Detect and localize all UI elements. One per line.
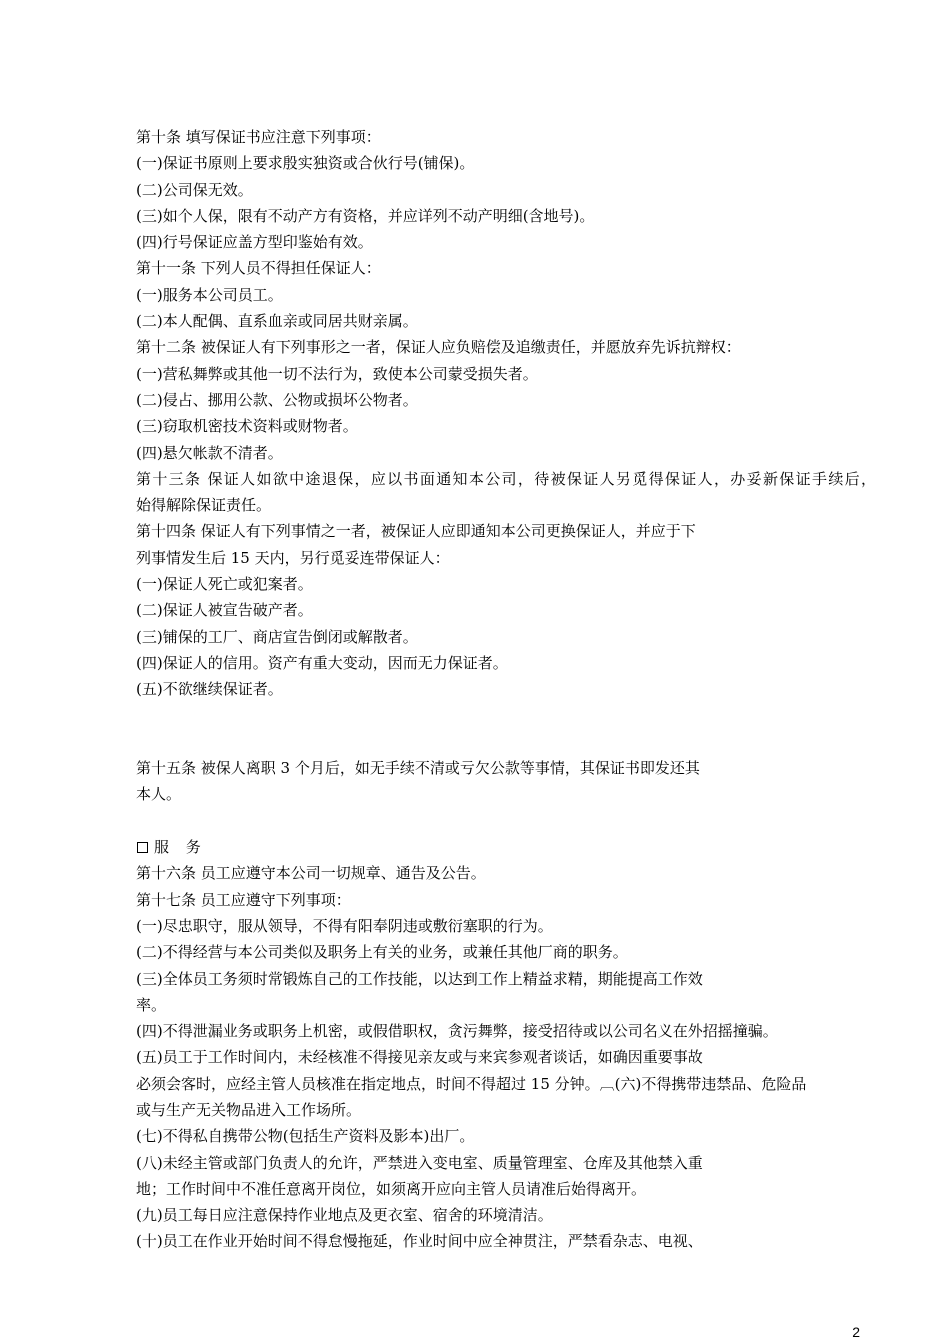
text-line: (一)服务本公司员工。 [136,285,283,304]
text-line: 率。 [136,995,167,1014]
checkbox-square-icon [137,842,148,853]
text-line: (三)窃取机密技术资料或财物者。 [136,417,358,436]
text-line: 列事情发生后 15 天内，另行觅妥连带保证人： [136,548,450,567]
text-line: (八)未经主管或部门负责人的允许，严禁进入变电室、质量管理室、仓库及其他禁入重 [136,1153,703,1172]
text-line: (七)不得私自携带公物(包括生产资料及影本)出厂。 [136,1127,475,1146]
article-16-title: 第十六条 员工应遵守本公司一切规章、通告及公告。 [136,864,486,883]
text-line: (四)不得泄漏业务或职务上机密，或假借职权，贪污舞弊，接受招待或以公司名义在外招摇撞骗。 [136,1022,778,1041]
text-line: (三)铺保的工厂、商店宣告倒闭或解散者。 [136,627,418,646]
article-14-title: 第十四条 保证人有下列事情之一者，被保证人应即通知本公司更换保证人，并应于下 [136,522,696,541]
text-line: (四)保证人的信用。资产有重大变动，因而无力保证者。 [136,653,508,672]
text-line: (二)本人配偶、直系血亲或同居共财亲属。 [136,312,418,331]
page-number: 2 [852,1324,860,1340]
section-heading [136,834,876,860]
text-line: (二)公司保无效。 [136,180,253,199]
section-heading-label: 服 务 [154,838,207,857]
text-line: (一)保证书原则上要求殷实独资或合伙行号(铺保)。 [136,154,475,173]
text-line: 或与生产无关物品进入工作场所。 [136,1100,362,1119]
blank-space [136,703,876,756]
text-line: (二)不得经营与本公司类似及职务上有关的业务，或兼任其他厂商的职务。 [136,943,628,962]
text-line: (一)尽忠职守，服从领导，不得有阳奉阴违或敷衍塞职的行为。 [136,916,553,935]
text-line: (十)员工在作业开始时间不得怠慢拖延，作业时间中应全神贯注，严禁看杂志、电视、 [136,1232,703,1251]
text-line: 本人。 [136,785,182,804]
text-line: (四)悬欠帐款不清者。 [136,443,283,462]
text-line: (五)员工于工作时间内，未经核准不得接见亲友或与来宾参观者谈话，如确因重要事故 [136,1048,703,1067]
article-15-title: 第十五条 被保人离职 3 个月后，如无手续不清或亏欠公款等事情，其保证书即发还其 [136,759,700,778]
text-line: (九)员工每日应注意保持作业地点及更衣室、宿舍的环境清洁。 [136,1206,553,1225]
text-line: (一)营私舞弊或其他一切不法行为，致使本公司蒙受损失者。 [136,364,538,383]
document-body [136,124,876,1255]
article-10-title: 第十条 填写保证书应注意下列事项： [136,128,381,146]
text-line: 始得解除保证责任。 [136,496,272,515]
text-line: 必须会客时，应经主管人员核准在指定地点，时间不得超过 15 分钟。︹(六)不得携带违禁品、危险品 [136,1074,807,1093]
text-line: 地；工作时间中不准任意离开岗位，如须离开应向主管人员请准后始得离开。 [136,1179,647,1198]
article-12-title: 第十二条 被保证人有下列事形之一者，保证人应负赔偿及追缴责任，并愿放弃先诉抗辩权： [136,338,741,357]
article-11-title: 第十一条 下列人员不得担任保证人： [136,259,381,278]
text-line: (五)不欲继续保证者。 [136,680,283,699]
text-line: (二)保证人被宣告破产者。 [136,601,313,620]
text-line: (三)如个人保，限有不动产方有资格，并应详列不动产明细(含地号)。 [136,206,595,225]
article-17-title: 第十七条 员工应遵守下列事项： [136,890,351,909]
text-line: (三)全体员工务须时常锻炼自己的工作技能，以达到工作上精益求精，期能提高工作效 [136,969,703,988]
article-13-title: 第十三条 保证人如欲中途退保，应以书面通知本公司，待被保证人另觅得保证人，办妥新保证手续后， [136,469,876,488]
text-line: (四)行号保证应盖方型印鉴始有效。 [136,233,373,252]
text-line: (二)侵占、挪用公款、公物或损坏公物者。 [136,390,418,409]
text-line: (一)保证人死亡或犯案者。 [136,575,313,594]
blank-space [136,808,876,834]
